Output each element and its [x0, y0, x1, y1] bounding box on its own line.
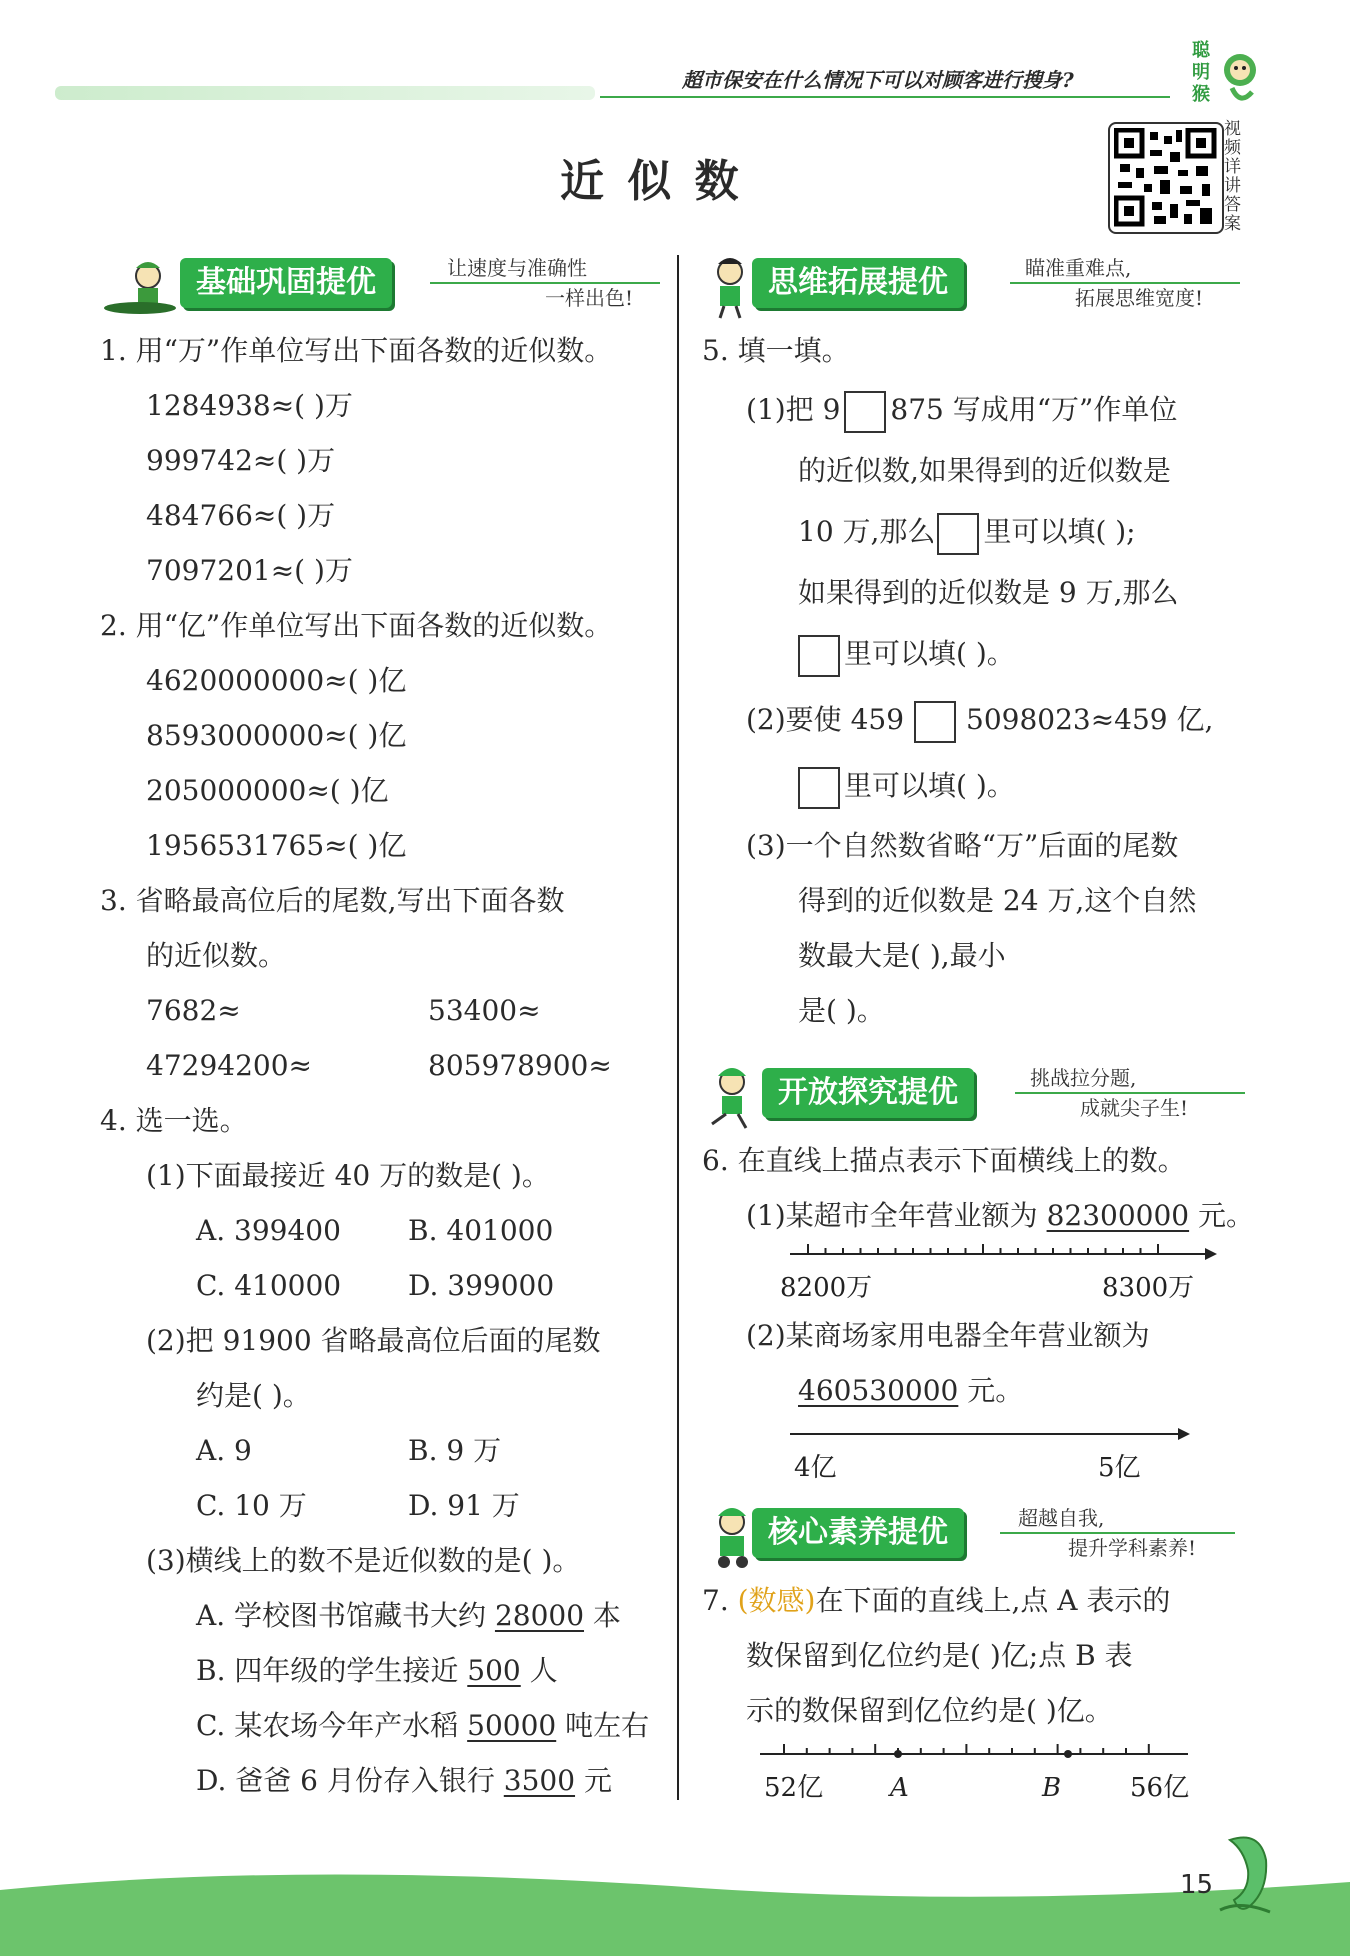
option-text: 本 — [584, 1599, 621, 1632]
header-band — [55, 86, 595, 100]
text: 里可以填( )。 — [844, 769, 1015, 802]
number-line-2[interactable] — [780, 1420, 1200, 1490]
q4-part3: (3)横线上的数不是近似数的是( )。 — [146, 1544, 581, 1577]
footer-wave — [0, 1860, 1350, 1956]
q5-p3-line2: 得到的近似数是 24 万,这个自然 — [798, 884, 1197, 917]
q4-stem: 4. 选一选。 — [100, 1104, 248, 1137]
number-line-label: 5亿 — [1098, 1453, 1141, 1483]
q4-p1-option[interactable]: B. 401000 — [408, 1214, 554, 1247]
q2-item: 205000000≈( )亿 — [146, 774, 389, 807]
text: 875 写成用“万”作单位 — [890, 393, 1178, 426]
q4-p3-option[interactable] — [196, 1596, 621, 1636]
header-question: 超市保安在什么情况下可以对顾客进行搜身? — [682, 68, 1074, 92]
q6-part2-line1: (2)某商场家用电器全年营业额为 — [746, 1319, 1150, 1352]
point-a-label: A — [890, 1773, 909, 1803]
column-divider — [677, 255, 679, 1800]
number-line-label: 8300万 — [1102, 1273, 1195, 1303]
arrow-head — [1178, 1428, 1190, 1440]
basic-slogan-rule — [430, 282, 660, 284]
number-line-label: 8200万 — [780, 1273, 873, 1303]
option-text: D. 爸爸 6 月份存入银行 — [196, 1764, 504, 1797]
q3-item: 7682≈ — [146, 994, 241, 1027]
q5-p1-line3 — [798, 512, 1136, 555]
q6-part2-line2 — [798, 1371, 1023, 1411]
open-slogan-2: 成就尖子生! — [1080, 1096, 1189, 1120]
q4-p1-option[interactable]: C. 410000 — [196, 1269, 342, 1302]
q5-p3-line3: 数最大是( ),最小 — [798, 939, 1006, 972]
text: 在下面的直线上,点 A 表示的 — [815, 1584, 1171, 1617]
option-text: 人 — [520, 1654, 558, 1687]
underlined-number: 460530000 — [798, 1374, 959, 1407]
text: 里可以填( )。 — [844, 637, 1015, 670]
q3-stem-line1: 3. 省略最高位后的尾数,写出下面各数 — [100, 884, 565, 917]
q5-p2-line2 — [798, 766, 1015, 809]
q4-p3-option[interactable] — [196, 1651, 558, 1691]
q7-line1 — [702, 1581, 1170, 1621]
open-slogan-rule — [1015, 1092, 1245, 1094]
number-line-1[interactable] — [780, 1240, 1220, 1310]
text: 10 万,那么 — [798, 515, 936, 548]
q1-item: 7097201≈( )万 — [146, 554, 353, 587]
q7-line3: 示的数保留到亿位约是( )亿。 — [746, 1694, 1113, 1727]
q5-p3-line4: 是( )。 — [798, 994, 885, 1027]
kicking-kid-icon — [702, 1066, 762, 1130]
text: (2)要使 459 — [746, 703, 905, 736]
text: 元。 — [1189, 1199, 1254, 1232]
tick-group — [808, 1244, 1158, 1254]
qr-code[interactable] — [1108, 122, 1224, 234]
core-slogan-rule — [1000, 1532, 1235, 1534]
q4-part2-line2: 约是( )。 — [196, 1379, 311, 1412]
text: (1)把 9 — [746, 393, 841, 426]
point-a — [894, 1750, 902, 1758]
q7-tag: (数感) — [737, 1584, 816, 1617]
q4-part1: (1)下面最接近 40 万的数是( )。 — [146, 1159, 550, 1192]
text: 7. — [702, 1584, 738, 1617]
text: 里可以填( ); — [983, 515, 1136, 548]
arrow-head — [1205, 1248, 1217, 1260]
q7-line2: 数保留到亿位约是( )亿;点 B 表 — [746, 1639, 1133, 1672]
qr-label: 视频详讲答案 — [1224, 119, 1241, 234]
basic-slogan-1: 让速度与准确性 — [447, 256, 587, 280]
answer-box[interactable] — [798, 635, 840, 677]
q4-p3-option[interactable] — [196, 1761, 612, 1801]
q4-p2-option[interactable]: C. 10 万 — [196, 1489, 307, 1522]
q2-item: 8593000000≈( )亿 — [146, 719, 407, 752]
point-b — [1064, 1750, 1072, 1758]
basic-mascot — [100, 258, 160, 318]
qr-code-icon — [1114, 128, 1218, 228]
q3-item: 53400≈ — [428, 994, 541, 1027]
q1-item: 1284938≈( )万 — [146, 389, 353, 422]
q1-item: 999742≈( )万 — [146, 444, 336, 477]
text: 5098023≈459 亿, — [966, 703, 1214, 736]
answer-box[interactable] — [937, 513, 979, 555]
q6-part1 — [746, 1196, 1254, 1236]
answer-box[interactable] — [914, 701, 956, 743]
number-line-3[interactable] — [750, 1740, 1200, 1810]
q5-p3-line1: (3)一个自然数省略“万”后面的尾数 — [746, 829, 1179, 862]
q4-p1-option[interactable]: D. 399000 — [408, 1269, 555, 1302]
option-text: 元 — [575, 1764, 612, 1797]
q3-stem-line2: 的近似数。 — [146, 939, 287, 972]
q1-stem: 1. 用“万”作单位写出下面各数的近似数。 — [100, 334, 613, 367]
q4-p2-option[interactable]: A. 9 — [196, 1434, 252, 1467]
q4-p3-option[interactable] — [196, 1706, 649, 1746]
page-number: 15 — [1180, 1870, 1214, 1900]
q4-p2-option[interactable]: B. 9 万 — [408, 1434, 502, 1467]
answer-box[interactable] — [844, 391, 886, 433]
underlined-number: 50000 — [467, 1709, 557, 1742]
underlined-number: 500 — [467, 1654, 521, 1687]
section-tag-core: 核心素养提优 — [752, 1508, 964, 1558]
q4-p2-option[interactable]: D. 91 万 — [408, 1489, 520, 1522]
thinking-slogan-rule — [1010, 282, 1240, 284]
open-slogan-1: 挑战拉分题, — [1030, 1066, 1137, 1090]
q5-stem: 5. 填一填。 — [702, 334, 850, 367]
q4-p1-option[interactable]: A. 399400 — [196, 1214, 341, 1247]
point-b-label: B — [1042, 1773, 1062, 1803]
number-line-label: 56亿 — [1130, 1773, 1190, 1803]
section-tag-open: 开放探究提优 — [762, 1068, 974, 1118]
q5-p1-line5 — [798, 634, 1015, 677]
text: 元。 — [958, 1374, 1024, 1407]
q5-p1-line1 — [746, 390, 1177, 433]
q5-p1-line2: 的近似数,如果得到的近似数是 — [798, 454, 1171, 487]
underlined-number: 82300000 — [1046, 1199, 1190, 1232]
basic-slogan-2: 一样出色! — [545, 286, 634, 310]
underlined-number: 28000 — [494, 1599, 585, 1632]
q5-p2-line1 — [746, 700, 1213, 743]
core-slogan-1: 超越自我, — [1018, 1506, 1105, 1530]
open-mascot — [702, 1066, 762, 1126]
q1-item: 484766≈( )万 — [146, 499, 336, 532]
q4-part2-line1: (2)把 91900 省略最高位后面的尾数 — [146, 1324, 601, 1357]
option-text: B. 四年级的学生接近 — [196, 1654, 468, 1687]
dolphin-icon — [1210, 1830, 1280, 1920]
thinking-slogan-2: 拓展思维宽度! — [1075, 286, 1204, 310]
q5-p1-line4: 如果得到的近似数是 9 万,那么 — [798, 576, 1179, 609]
text: (1)某超市全年营业额为 — [746, 1199, 1047, 1232]
option-text: 吨左右 — [556, 1709, 650, 1742]
mascot-logo — [1192, 40, 1262, 110]
answer-box[interactable] — [798, 767, 840, 809]
number-line-label: 52亿 — [764, 1773, 824, 1803]
q6-stem: 6. 在直线上描点表示下面横线上的数。 — [702, 1144, 1186, 1177]
q3-item: 47294200≈ — [146, 1049, 312, 1082]
tick-group — [784, 1744, 1149, 1754]
option-text: A. 学校图书馆藏书大约 — [196, 1599, 495, 1632]
page-title: 近 似 数 — [560, 156, 743, 207]
option-text: C. 某农场今年产水稻 — [196, 1709, 468, 1742]
underlined-number: 3500 — [503, 1764, 576, 1797]
q2-item: 1956531765≈( )亿 — [146, 829, 407, 862]
section-tag-thinking: 思维拓展提优 — [752, 258, 964, 308]
header-rule — [600, 96, 1170, 98]
mascot-label: 聪明猴 — [1192, 40, 1210, 105]
core-slogan-2: 提升学科素养! — [1068, 1536, 1197, 1560]
q2-stem: 2. 用“亿”作单位写出下面各数的近似数。 — [100, 609, 613, 642]
q3-item: 805978900≈ — [428, 1049, 612, 1082]
section-tag-basic: 基础巩固提优 — [180, 258, 392, 308]
q2-item: 4620000000≈( )亿 — [146, 664, 407, 697]
thinking-slogan-1: 瞄准重难点, — [1025, 256, 1132, 280]
skateboard-kid-icon — [100, 258, 180, 318]
number-line-label: 4亿 — [794, 1453, 837, 1483]
